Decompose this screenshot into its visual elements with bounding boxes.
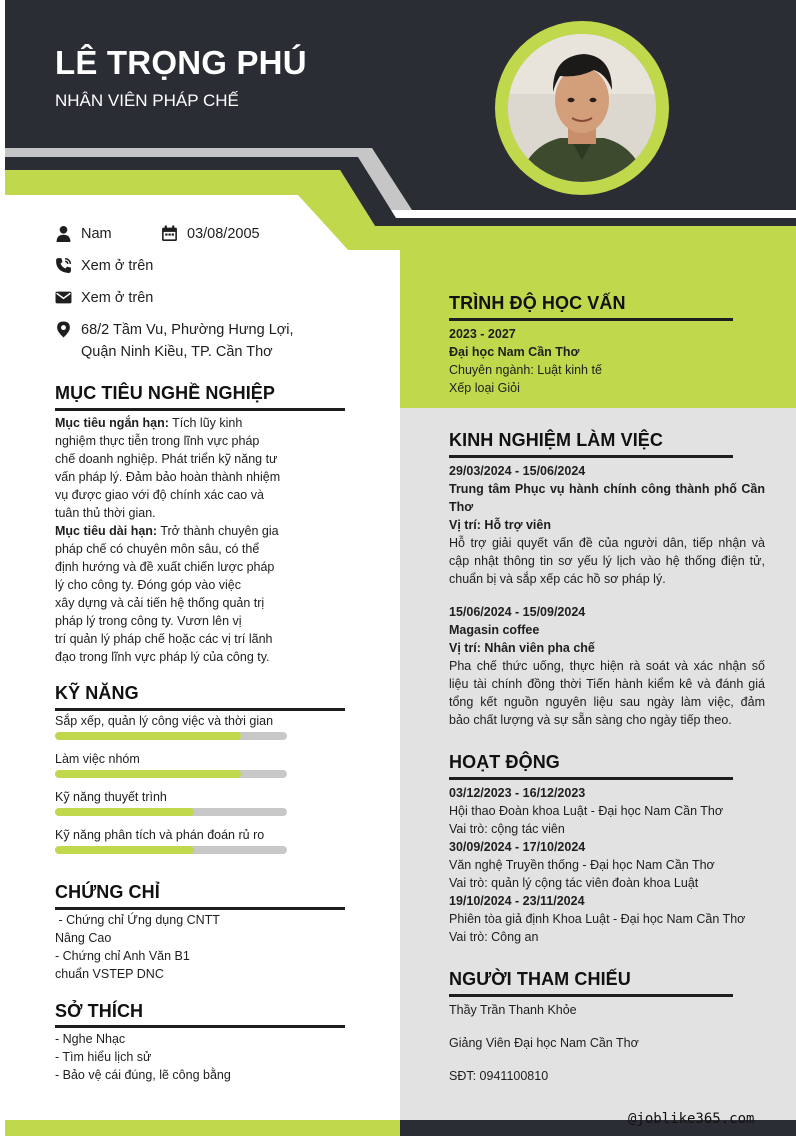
watermark-text: @joblike365.com — [628, 1111, 755, 1127]
education-period: 2023 - 2027 — [449, 327, 516, 341]
skill-bar-fill — [55, 846, 194, 854]
activity-period: 19/10/2024 - 23/11/2024 — [449, 894, 585, 908]
certificates-underline — [55, 907, 345, 910]
references-title: NGƯỜI THAM CHIẾU — [449, 969, 631, 989]
activity-role: Vai trò: quản lý cộng tác viên đoàn khoa Luật — [449, 876, 699, 890]
contact-birthdate — [161, 225, 260, 245]
activity-role: Vai trò: cộng tác viên — [449, 822, 565, 836]
address-value — [81, 319, 294, 363]
reference-phone: SĐT: 0941100810 — [449, 1069, 549, 1083]
objective-long-line: đạo trong lĩnh vực pháp lý của công ty. — [55, 650, 270, 664]
objective-short-line: chế doanh nghiệp. Phát triển kỹ năng tư — [55, 452, 278, 466]
skill-bar-fill — [55, 732, 241, 740]
job-description-line: chuẩn bị và sắp xếp các hồ sơ pháp lý. — [449, 572, 666, 586]
activity-period: 03/12/2023 - 16/12/2023 — [449, 786, 586, 800]
address-line-1: 68/2 Tầm Vu, Phường Hưng Lợi, — [81, 322, 294, 338]
activity-name: Hội thao Đoàn khoa Luật - Đại học Nam Cần Thơ — [449, 804, 724, 818]
job-period: 15/06/2024 - 15/09/2024 — [449, 605, 586, 619]
objective-short-line: tuân thủ thời gian. — [55, 506, 156, 520]
skill-bar — [55, 846, 287, 854]
certificate-line: - Chứng chỉ Ứng dụng CNTT — [55, 913, 220, 927]
objective-short-label: Mục tiêu ngắn hạn: — [55, 416, 169, 430]
job-description-line: Hỗ trợ giải quyết vấn đề của người dân, tiếp nhận và — [449, 536, 765, 550]
objective-long-line: định hướng và đề xuất chiến lược pháp — [55, 560, 275, 574]
activity-period: 30/09/2024 - 17/10/2024 — [449, 840, 586, 854]
reference-name: Thầy Trần Thanh Khỏe — [449, 1003, 577, 1017]
gender-value: Nam — [81, 226, 112, 242]
hobby-item: - Tìm hiểu lịch sử — [55, 1050, 152, 1064]
objective-long-line: trí quản lý pháp chế hoặc các vị trí lãnh — [55, 632, 273, 646]
candidate-job-title: NHÂN VIÊN PHÁP CHẾ — [55, 91, 239, 110]
map-pin-icon — [55, 321, 73, 339]
activities-text — [449, 784, 779, 946]
job-position: Vị trí: Hỗ trợ viên — [449, 518, 551, 532]
skill-bar-fill — [55, 770, 241, 778]
objective-text — [55, 414, 355, 666]
experience-underline — [449, 455, 733, 458]
skill-bar-fill — [55, 808, 194, 816]
calendar-icon — [161, 225, 179, 243]
education-title: TRÌNH ĐỘ HỌC VẤN — [449, 293, 626, 313]
skill-bar — [55, 808, 287, 816]
objective-short-line: nghiệm thực tiễn trong lĩnh vực pháp — [55, 434, 260, 448]
objective-long-line: xây dựng và cải tiến hệ thống quản trị — [55, 596, 265, 610]
references-underline — [449, 994, 733, 997]
objective-title: MỤC TIÊU NGHỀ NGHIỆP — [55, 383, 276, 403]
hobby-item: - Bảo vệ cái đúng, lẽ công bằng — [55, 1068, 231, 1082]
skill-bar — [55, 732, 287, 740]
job-position: Vị trí: Nhân viên pha chế — [449, 641, 595, 655]
reference-position: Giảng Viên Đại học Nam Cần Thơ — [449, 1036, 639, 1050]
hobbies-underline — [55, 1025, 345, 1028]
activity-role: Vai trò: Công an — [449, 930, 539, 944]
education-grade: Xếp loại Giỏi — [449, 381, 520, 395]
contact-phone — [55, 257, 153, 277]
objective-underline — [55, 408, 345, 411]
education-major: Chuyên ngành: Luật kinh tế — [449, 363, 602, 377]
email-value: Xem ở trên — [81, 290, 154, 306]
education-underline — [449, 318, 733, 321]
hobbies-title: SỞ THÍCH — [55, 1001, 144, 1021]
job-company-continued: Thơ — [449, 500, 474, 514]
objective-short-line: vụ được giao với độ chính xác cao và — [55, 488, 264, 502]
contact-email — [55, 289, 153, 309]
address-line-2: Quận Ninh Kiều, TP. Cần Thơ — [81, 344, 273, 360]
objective-long-line: pháp chế có chuyên môn sâu, có thể — [55, 542, 260, 556]
phone-value: Xem ở trên — [81, 258, 154, 274]
certificate-line: chuẩn VSTEP DNC — [55, 967, 164, 981]
profile-photo-illustration — [508, 34, 656, 182]
job-description-line: Pha chế thức uống, thực hiện rà soát và xác nhận số — [449, 659, 765, 673]
job-description-line: liệu tài chính đồng thời Tiến hành kiểm kê và đánh giá — [449, 677, 765, 691]
envelope-icon — [55, 289, 73, 307]
skill-label: Kỹ năng thuyết trình — [55, 790, 167, 804]
job-company: Magasin coffee — [449, 623, 540, 637]
certificate-line: - Chứng chỉ Anh Văn B1 — [55, 949, 190, 963]
skill-label: Làm việc nhóm — [55, 752, 140, 766]
experience-job — [449, 603, 765, 729]
activity-name: Văn nghệ Truyền thống - Đại học Nam Cần Thơ — [449, 858, 715, 872]
experience-job — [449, 462, 765, 588]
experience-title: KINH NGHIỆM LÀM VIỆC — [449, 430, 664, 450]
objective-long-label: Mục tiêu dài hạn: — [55, 524, 158, 538]
objective-short-line: Tích lũy kinh — [168, 416, 243, 430]
objective-long-line: Trở thành chuyên gia — [157, 524, 279, 538]
job-description-line: tổng kết nguồn nguyên liệu sau ngày làm việc, đảm — [449, 695, 765, 709]
objective-short-line: vấn pháp lý. Đảm bảo hoàn thành nhiệm — [55, 470, 281, 484]
job-description-line: bảo chất lượng và sự sẵn sàng cho ngày tiếp theo. — [449, 713, 732, 727]
hobbies-text — [55, 1030, 355, 1084]
phone-icon — [55, 257, 73, 275]
skill-label: Kỹ năng phân tích và phán đoán rủ ro — [55, 828, 265, 842]
education-text — [449, 325, 769, 397]
education-school: Đại học Nam Cần Thơ — [449, 345, 580, 359]
activities-title: HOẠT ĐỘNG — [449, 752, 560, 772]
objective-long-line: lý cho công ty. Đóng góp vào việc — [55, 578, 241, 592]
job-description-line: cập nhật thông tin sơ yếu lý lịch vào hệ thống điện tử, — [449, 554, 765, 568]
candidate-name: LÊ TRỌNG PHÚ — [55, 44, 307, 81]
skills-underline — [55, 708, 345, 711]
skills-title: KỸ NĂNG — [55, 683, 139, 703]
skill-bar — [55, 770, 287, 778]
user-icon — [55, 225, 73, 243]
contact-gender — [55, 225, 112, 245]
certificate-line: Nâng Cao — [55, 931, 112, 945]
activity-name: Phiên tòa giả định Khoa Luật - Đại học Nam Cần Thơ — [449, 912, 746, 926]
bottom-green-bar — [5, 1120, 400, 1136]
activities-underline — [449, 777, 733, 780]
birthdate-value: 03/08/2005 — [187, 226, 260, 242]
skill-label: Sắp xếp, quản lý công việc và thời gian — [55, 714, 274, 728]
contact-address — [55, 321, 294, 363]
certificates-text — [55, 911, 355, 983]
certificates-title: CHỨNG CHỈ — [55, 882, 160, 902]
job-period: 29/03/2024 - 15/06/2024 — [449, 464, 586, 478]
job-company: Trung tâm Phục vụ hành chính công thành phố Cần — [449, 482, 765, 496]
objective-long-line: pháp lý trong công ty. Vươn lên vị — [55, 614, 242, 628]
hobby-item: - Nghe Nhạc — [55, 1032, 126, 1046]
profile-photo — [508, 34, 656, 182]
